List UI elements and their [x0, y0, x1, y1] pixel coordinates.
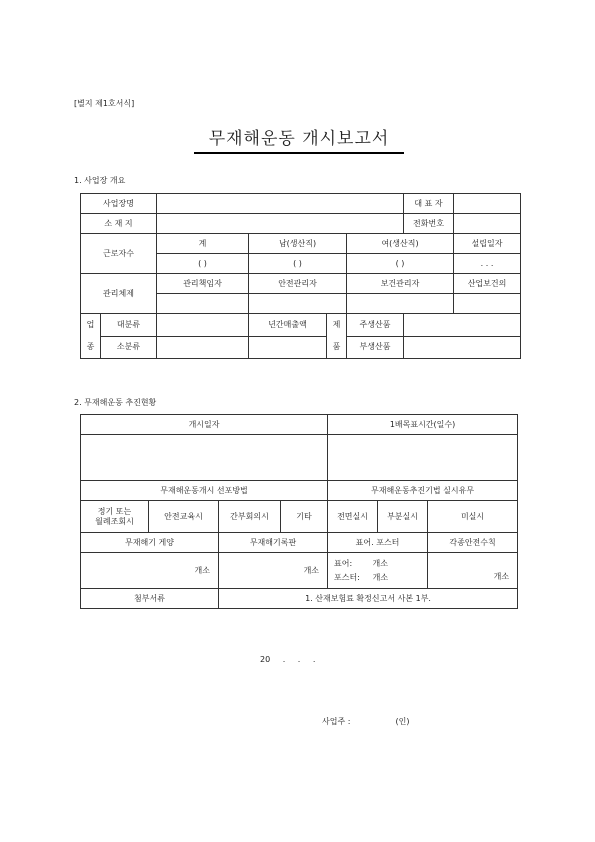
- workers-female-value[interactable]: ( ): [347, 254, 454, 274]
- workplace-name-value[interactable]: [157, 194, 404, 214]
- location-label: 소 재 지: [81, 214, 157, 234]
- progress-table: [80, 414, 518, 609]
- safety-rules-label: 각종안전수칙: [428, 533, 518, 553]
- mgmt-value[interactable]: [347, 294, 454, 314]
- product-label: 제 품: [327, 314, 347, 359]
- signature-line[interactable]: [322, 716, 410, 727]
- workers-male-value[interactable]: ( ): [249, 254, 347, 274]
- page-title: 무재해운동 개시보고서: [194, 128, 404, 154]
- sub-product-label: 부생산품: [347, 336, 404, 359]
- annual-sales-label: 년간매출액: [249, 314, 327, 337]
- flag-label: 무재해기 게양: [81, 533, 219, 553]
- poster-unit: 개소: [372, 572, 389, 582]
- industry-label: 업 종: [81, 314, 101, 359]
- annual-sales-value[interactable]: [249, 336, 327, 359]
- mgmt-value[interactable]: [157, 294, 249, 314]
- attachments-label: 첨부서류: [81, 589, 219, 609]
- mgmt-label: 관리체제: [81, 274, 157, 314]
- workers-total-value[interactable]: ( ): [157, 254, 249, 274]
- main-product-label: 주생산품: [347, 314, 404, 337]
- workers-label: 근로자수: [81, 234, 157, 274]
- representative-label: 대 표 자: [404, 194, 454, 214]
- safety-education-option[interactable]: 안전교육시: [149, 501, 219, 533]
- representative-value[interactable]: [454, 194, 521, 214]
- section-heading-overview: 1. 사업장 개요: [74, 176, 126, 185]
- start-date-value[interactable]: [81, 435, 328, 481]
- mgmt-value[interactable]: [454, 294, 521, 314]
- record-board-count[interactable]: 개소: [219, 553, 328, 589]
- form-label: [별지 제1호서식]: [74, 99, 135, 108]
- slogan-poster-label: 표어. 포스터: [328, 533, 428, 553]
- poster-label: 포스터:: [334, 572, 360, 582]
- minor-category-value[interactable]: [157, 336, 249, 359]
- phone-value[interactable]: [454, 214, 521, 234]
- workers-total-label: 계: [157, 234, 249, 254]
- report-date[interactable]: 20 . . .: [260, 655, 316, 664]
- slogan-unit: 개소: [372, 558, 389, 568]
- minor-category-label: 소분류: [101, 336, 157, 359]
- target-time-value[interactable]: [328, 435, 518, 481]
- manager-meeting-option[interactable]: 간부회의시: [219, 501, 281, 533]
- no-implementation-option[interactable]: 미실시: [428, 501, 518, 533]
- regular-assembly-option[interactable]: 정기 또는 월례조회시: [81, 501, 149, 533]
- mgmt-header: 보건관리자: [347, 274, 454, 294]
- major-category-label: 대분류: [101, 314, 157, 337]
- other-option[interactable]: 기타: [281, 501, 328, 533]
- employer-label: 사업주 :: [322, 717, 351, 726]
- seal-mark: (인): [395, 717, 410, 726]
- record-board-label: 무재해기록판: [219, 533, 328, 553]
- established-label: 설립일자: [454, 234, 521, 254]
- mgmt-header: 안전관리자: [249, 274, 347, 294]
- sub-product-value[interactable]: [404, 336, 521, 359]
- mgmt-header: 산업보건의: [454, 274, 521, 294]
- phone-label: 전화번호: [404, 214, 454, 234]
- safety-rules-count[interactable]: 개소: [428, 553, 518, 589]
- section-heading-progress: 2. 무재해운동 추진현황: [74, 398, 157, 407]
- declare-method-label: 무재해운동개시 선포방법: [81, 481, 328, 501]
- mgmt-header: 관리책임자: [157, 274, 249, 294]
- promotion-method-label: 무재해운동추진기법 실시유무: [328, 481, 518, 501]
- established-value[interactable]: . . .: [454, 254, 521, 274]
- attachments-value: 1. 산재보험료 확정신고서 사본 1부.: [219, 589, 518, 609]
- partial-implementation-option[interactable]: 부분실시: [378, 501, 428, 533]
- slogan-poster-count[interactable]: [328, 553, 428, 589]
- slogan-label: 표어:: [334, 558, 353, 568]
- full-implementation-option[interactable]: 전면실시: [328, 501, 378, 533]
- location-value[interactable]: [157, 214, 404, 234]
- flag-count[interactable]: 개소: [81, 553, 219, 589]
- start-date-label: 개시일자: [81, 415, 328, 435]
- workers-female-label: 여(생산직): [347, 234, 454, 254]
- target-time-label: 1배목표시간(일수): [328, 415, 518, 435]
- major-category-value[interactable]: [157, 314, 249, 337]
- overview-table: [80, 193, 521, 359]
- mgmt-value[interactable]: [249, 294, 347, 314]
- workplace-name-label: 사업장명: [81, 194, 157, 214]
- workers-male-label: 남(생산직): [249, 234, 347, 254]
- main-product-value[interactable]: [404, 314, 521, 337]
